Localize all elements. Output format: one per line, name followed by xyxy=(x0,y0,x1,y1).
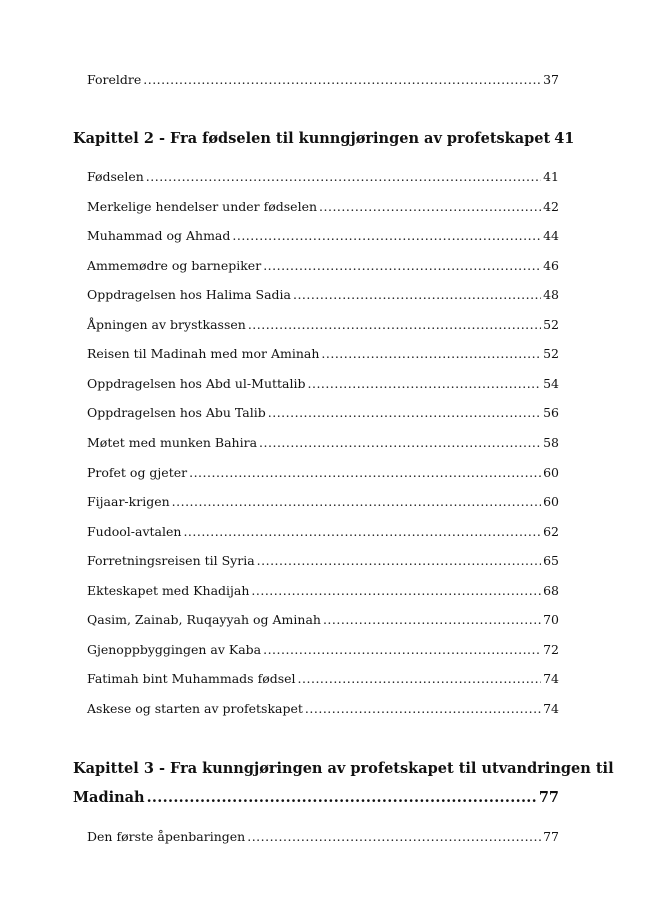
toc-entry-page: 62 xyxy=(543,523,559,539)
dot-leader xyxy=(232,228,541,243)
toc-entry-title: Muhammad og Ahmad xyxy=(87,228,231,244)
toc-entry-page: 52 xyxy=(543,316,559,332)
dot-leader xyxy=(247,829,541,844)
toc-entry-page: 52 xyxy=(543,346,559,362)
toc-entry-page: 54 xyxy=(543,375,559,391)
toc-entry[interactable] xyxy=(87,199,559,217)
dot-leader xyxy=(259,435,541,450)
toc-entry-page: 44 xyxy=(543,228,559,244)
toc-entry[interactable] xyxy=(87,701,559,719)
toc-entry-foreldre[interactable] xyxy=(87,72,559,90)
dot-leader xyxy=(189,465,541,480)
dot-leader xyxy=(263,258,541,273)
toc-chapter-2[interactable] xyxy=(73,130,575,150)
dot-leader xyxy=(298,671,542,686)
toc-entry-page: 41 xyxy=(543,169,559,184)
toc-entry[interactable] xyxy=(87,612,559,630)
toc-entry[interactable] xyxy=(87,228,559,246)
chapter-page: 77 xyxy=(538,789,559,806)
dot-leader xyxy=(319,199,541,214)
toc-entry-page: 72 xyxy=(543,641,559,657)
toc-entry-title: Fødselen xyxy=(87,169,144,184)
dot-leader xyxy=(323,612,541,627)
toc-entry-page: 56 xyxy=(543,405,559,421)
dot-leader xyxy=(251,583,541,598)
toc-entry-page: 68 xyxy=(543,582,559,598)
toc-entry-title: Åpningen av brystkassen xyxy=(87,316,246,332)
dot-leader xyxy=(172,494,541,509)
toc-entry[interactable] xyxy=(87,376,559,394)
dot-leader xyxy=(308,376,542,391)
toc-entry-page: 60 xyxy=(543,464,559,480)
toc-entry[interactable] xyxy=(87,524,559,542)
toc-entry-page: 74 xyxy=(543,671,559,687)
toc-entry[interactable] xyxy=(87,435,559,453)
dot-leader xyxy=(257,553,541,568)
toc-entry[interactable] xyxy=(87,671,559,689)
toc-entry-title: Merkelige hendelser under fødselen xyxy=(87,198,318,214)
chapter-title-cont: Madinah xyxy=(73,789,145,806)
toc-entry-page: 48 xyxy=(543,287,559,303)
chapter-page: 41 xyxy=(554,130,575,147)
toc-entry[interactable] xyxy=(87,553,559,571)
toc-entry-title: Askese og starten av profetskapet xyxy=(87,700,303,716)
toc-chapter-3-line1[interactable]: Kapittel 3 - Fra kunngjøringen av profetskapet til utvandringen til xyxy=(73,760,614,777)
dot-leader xyxy=(183,524,541,539)
dot-leader xyxy=(263,642,541,657)
toc-entry-title: Den første åpenbaringen xyxy=(87,829,246,844)
dot-leader xyxy=(321,346,541,361)
toc-chapter-3[interactable] xyxy=(73,789,559,809)
dot-leader xyxy=(143,72,541,87)
toc-entry-page: 65 xyxy=(543,553,559,569)
toc-entry-page: 42 xyxy=(543,198,559,214)
chapter-title: Kapittel 2 - Fra fødselen til kunngjøringen av profetskapet xyxy=(73,130,551,147)
toc-entry[interactable] xyxy=(87,346,559,364)
toc-entry-title: Ekteskapet med Khadijah xyxy=(87,582,250,598)
toc-entry-title: Oppdragelsen hos Halima Sadia xyxy=(87,287,291,303)
toc-entry[interactable] xyxy=(87,583,559,601)
toc-entry-title: Reisen til Madinah med mor Aminah xyxy=(87,346,320,362)
toc-entry-title: Oppdragelsen hos Abu Talib xyxy=(87,405,266,421)
toc-entry-page: 70 xyxy=(543,612,559,628)
toc-entry-title: Møtet med munken Bahira xyxy=(87,434,258,450)
toc-entry[interactable] xyxy=(87,258,559,276)
toc-entry[interactable] xyxy=(87,287,559,305)
toc-entry-page: 77 xyxy=(543,829,559,844)
toc-entry[interactable] xyxy=(87,465,559,483)
toc-entry[interactable] xyxy=(87,829,559,847)
dot-leader xyxy=(293,287,541,302)
toc-entry-title: Profet og gjeter xyxy=(87,464,188,480)
toc-entry[interactable] xyxy=(87,494,559,512)
toc-entry-page: 58 xyxy=(543,434,559,450)
toc-entry-page: 60 xyxy=(543,494,559,510)
dot-leader xyxy=(268,405,541,420)
toc-entry-title: Foreldre xyxy=(87,72,142,87)
toc-entry-page: 46 xyxy=(543,257,559,273)
dot-leader xyxy=(305,701,541,716)
toc-entry-title: Qasim, Zainab, Ruqayyah og Aminah xyxy=(87,612,321,628)
dot-leader xyxy=(147,789,537,806)
toc-entry-title: Fatimah bint Muhammads fødsel xyxy=(87,671,296,687)
toc-entry-title: Ammemødre og barnepiker xyxy=(87,257,262,273)
toc-entry[interactable] xyxy=(87,317,559,335)
toc-entry[interactable] xyxy=(87,642,559,660)
toc-entry-title: Gjenoppbyggingen av Kaba xyxy=(87,641,262,657)
toc-entry-title: Fudool-avtalen xyxy=(87,523,182,539)
toc-entry[interactable] xyxy=(87,405,559,423)
dot-leader xyxy=(146,169,541,184)
toc-entry[interactable] xyxy=(87,169,559,187)
dot-leader xyxy=(248,317,541,332)
toc-entry-title: Oppdragelsen hos Abd ul-Muttalib xyxy=(87,375,306,391)
toc-entry-title: Forretningsreisen til Syria xyxy=(87,553,255,569)
toc-entry-title: Fijaar-krigen xyxy=(87,494,170,510)
toc-entry-page: 74 xyxy=(543,700,559,716)
toc-entry-page: 37 xyxy=(543,72,559,87)
